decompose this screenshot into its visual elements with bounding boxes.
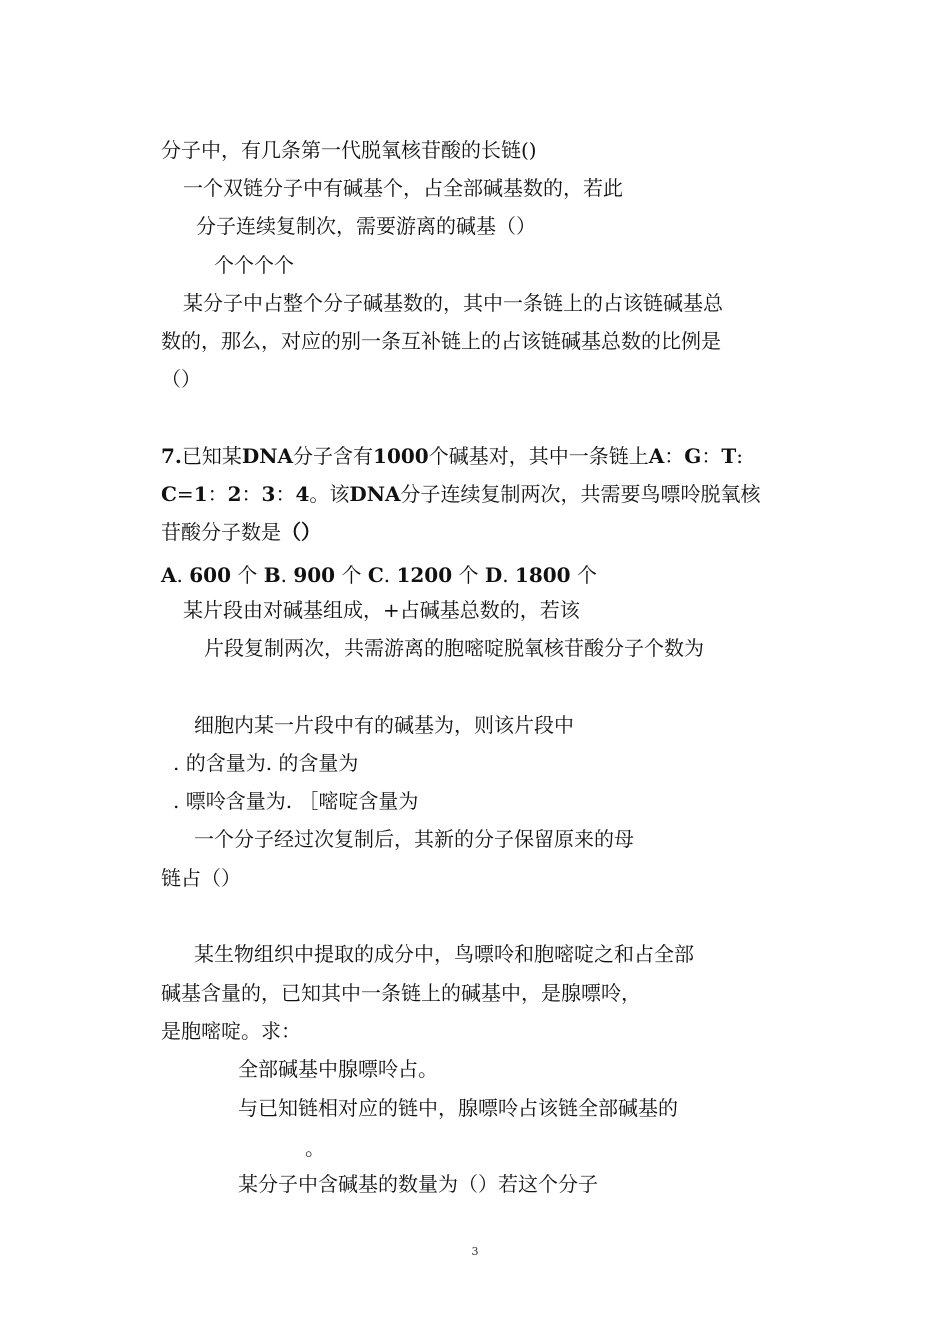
option-a-letter: A <box>161 563 177 587</box>
question-7-options: A. 600 个 B. 900 个 C. 1200 个 D. 1800 个 <box>161 563 597 587</box>
text-line-1: 分子中，有几条第一代脱氧核苷酸的长链() <box>161 138 537 162</box>
option-b-letter: B <box>263 563 281 587</box>
text-line-6: 数的，那么，对应的别一条互补链上的占该链碱基总数的比例是 <box>161 329 721 353</box>
text-line-16: 某生物组织中提取的成分中，鸟嘌呤和胞嘧啶之和占全部 <box>194 942 694 966</box>
page-number: 3 <box>471 1245 479 1258</box>
text-line-18: 是胞嘧啶。求： <box>161 1019 301 1043</box>
text-line-5: 某分子中占整个分子碱基数的，其中一条链上的占该链碱基总 <box>183 291 723 315</box>
option-c-letter: C <box>367 563 384 587</box>
text-line-3: 分子连续复制次，需要游离的碱基（） <box>196 214 536 238</box>
question-7-line-2: C=1：2：3：4。该DNA分子连续复制两次，共需要鸟嘌呤脱氧核 <box>161 482 761 506</box>
question-7-line-3: 苷酸分子数是（） <box>161 520 321 544</box>
text-line-14: 一个分子经过次复制后，其新的分子保留原来的母 <box>194 827 634 851</box>
question-number: 7. <box>161 444 182 468</box>
text-line-22: 某分子中含碱基的数量为（）若这个分子 <box>238 1172 598 1196</box>
question-7-line-1: 7.已知某DNA分子含有1000个碱基对，其中一条链上A：G：T: <box>161 444 743 468</box>
text-line-21: 。 <box>305 1136 325 1160</box>
text-line-20: 与已知链相对应的链中，腺嘌呤占该链全部碱基的 <box>238 1096 678 1120</box>
text-line-10: 片段复制两次，共需游离的胞嘧啶脱氧核苷酸分子个数为 <box>204 636 704 660</box>
text-line-13: . 嘌呤含量为. ［嘧啶含量为 <box>173 789 419 813</box>
text-line-19: 全部碱基中腺嘌呤占。 <box>238 1057 438 1081</box>
text-line-9: 某片段由对碱基组成，+占碱基总数的，若该 <box>183 598 580 622</box>
option-d-letter: D <box>484 563 503 587</box>
text-line-17: 碱基含量的，已知其中一条链上的碱基中，是腺嘌呤， <box>161 981 641 1005</box>
text-line-12: . 的含量为. 的含量为 <box>173 751 359 775</box>
text-line-7: （） <box>161 367 201 391</box>
text-line-11: 细胞内某一片段中有的碱基为，则该片段中 <box>194 713 574 737</box>
text-line-2: 一个双链分子中有碱基个，占全部碱基数的，若此 <box>183 176 623 200</box>
text-line-15: 链占（） <box>161 866 241 890</box>
text-line-4: 个个个个 <box>214 253 294 277</box>
